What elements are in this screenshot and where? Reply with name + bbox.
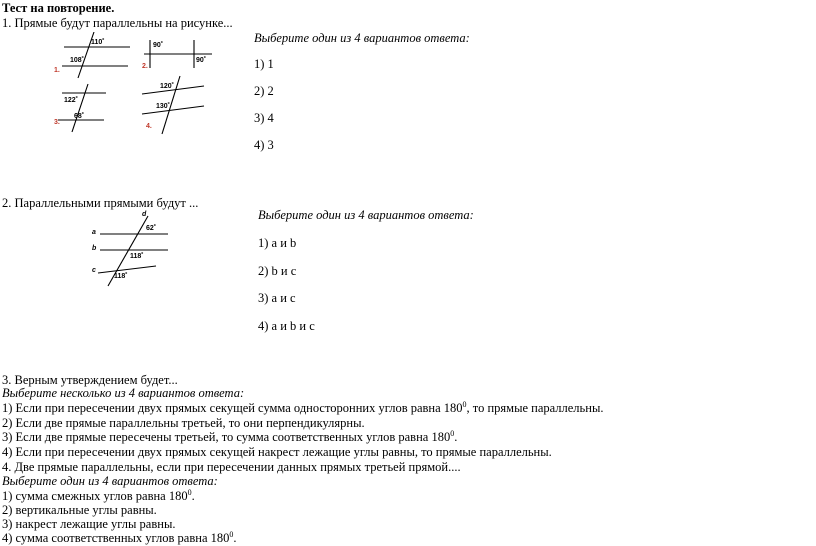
q2-text: 2. Параллельными прямыми будут ...	[2, 196, 199, 210]
q2-option-1[interactable]: 1) a и b	[258, 236, 297, 250]
q4-option-1[interactable]	[2, 489, 195, 504]
fig1-number: 1.	[54, 67, 60, 74]
q4-option-3[interactable]: 3) накрест лежащие углы равны.	[2, 517, 176, 531]
q4-option-2[interactable]: 2) вертикальные углы равны.	[2, 503, 157, 517]
q2-option-2[interactable]: 2) b и c	[258, 264, 297, 278]
fig4-angle1: 120˚	[160, 83, 175, 90]
q3-option-3[interactable]	[2, 430, 457, 445]
line-c	[98, 266, 156, 273]
q3-option-3-text: 3) Если две прямые пересечены третьей, то сумма соответственных углов равна 180	[2, 430, 451, 444]
q2-figure[interactable]	[88, 206, 178, 288]
q1-figure-2[interactable]	[142, 40, 212, 70]
angle-118-b: 118˚	[130, 253, 144, 260]
q1-option-1[interactable]: 1) 1	[254, 57, 274, 71]
fig3-angle2: 68˚	[74, 113, 85, 120]
q3-text: 3. Верным утверждением будет...	[2, 373, 178, 387]
fig2-angle1: 90˚	[153, 42, 164, 49]
q2-instruction: Выберите один из 4 вариантов ответа:	[258, 208, 474, 222]
fig4-number: 4.	[146, 123, 152, 130]
q2-option-3[interactable]: 3) a и c	[258, 291, 296, 305]
q1-figure-3[interactable]	[54, 84, 106, 132]
q4-option-1-text: 1) сумма смежных углов равна 180	[2, 489, 188, 503]
q4-option-4-end: .	[233, 531, 237, 545]
q4-instruction: Выберите один из 4 вариантов ответа:	[2, 474, 218, 488]
fig1-angle2: 108˚	[70, 57, 85, 64]
q2-option-4[interactable]: 4) a и b и c	[258, 319, 315, 333]
q4-option-1-end: .	[191, 489, 195, 503]
q3-option-4[interactable]: 4) Если при пересечении двух прямых секущей накрест лежащие углы равны, то прямые параллельны.	[2, 445, 552, 459]
fig3-angle1: 122˚	[64, 97, 79, 104]
fig3-secant	[72, 84, 88, 132]
fig3-number: 3.	[54, 119, 60, 126]
q1-instruction: Выберите один из 4 вариантов ответа:	[254, 31, 470, 45]
q1-figure-4[interactable]	[142, 76, 204, 134]
q3-option-1-text: 1) Если при пересечении двух прямых секущей сумма односторонних углов равна 180	[2, 401, 463, 415]
q1-option-3[interactable]: 3) 4	[254, 111, 274, 125]
q3-instruction: Выберите несколько из 4 вариантов ответа:	[2, 386, 245, 400]
degree-sup: 0	[462, 399, 467, 409]
q4-option-4[interactable]	[2, 531, 237, 546]
label-a: a	[92, 229, 96, 236]
q1-figures	[44, 32, 224, 136]
angle-62: 62˚	[146, 225, 157, 232]
label-b: b	[92, 245, 97, 252]
label-c: c	[92, 267, 96, 274]
label-d: d	[142, 211, 147, 218]
q4-text: 4. Две прямые параллельны, если при пересечении данных прямых третьей прямой....	[2, 460, 461, 474]
fig4-line-bottom	[142, 106, 204, 114]
q3-option-1[interactable]	[2, 401, 603, 416]
fig2-number: 2.	[142, 63, 148, 70]
fig2-angle2: 90˚	[196, 57, 207, 64]
fig1-angle1: 110˚	[91, 39, 105, 46]
q3-option-2[interactable]: 2) Если две прямые параллельны третьей, то они перпендикулярны.	[2, 416, 365, 430]
q1-option-4[interactable]: 4) 3	[254, 138, 274, 152]
q1-option-2[interactable]: 2) 2	[254, 84, 274, 98]
angle-118-c: 118˚	[114, 273, 128, 280]
q3-option-1-end: , то прямые параллельны.	[466, 401, 604, 415]
degree-sup: 0	[187, 487, 192, 497]
q1-text: 1. Прямые будут параллельны на рисунке...	[2, 16, 233, 30]
fig4-angle2: 130˚	[156, 103, 171, 110]
page-title: Тест на повторение.	[2, 1, 115, 15]
degree-sup: 0	[229, 529, 234, 539]
degree-sup: 0	[450, 428, 455, 438]
q1-figure-1[interactable]	[54, 32, 130, 78]
q4-option-4-text: 4) сумма соответственных углов равна 180	[2, 531, 230, 545]
q3-option-3-end: .	[454, 430, 458, 444]
